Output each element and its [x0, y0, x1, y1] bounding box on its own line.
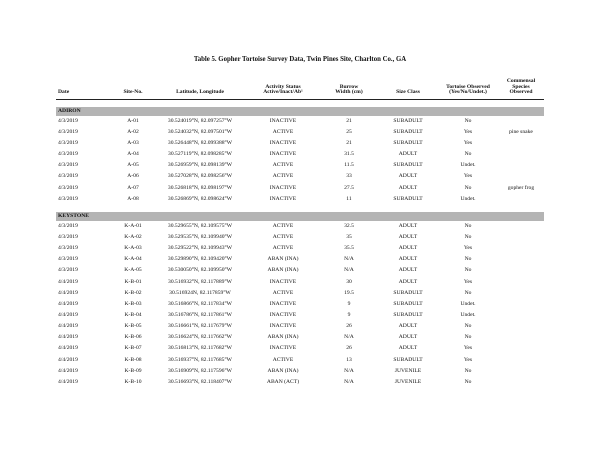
cell-burrow-width: 9	[347, 300, 351, 307]
cell-date: 4/3/2019	[58, 195, 78, 202]
cell-site-no: A-04	[127, 151, 139, 158]
cell-size-class: SUBADULT	[393, 312, 423, 319]
cell-site-no: K-B-10	[124, 378, 142, 385]
cell-date: 4/4/2019	[58, 289, 78, 296]
cell-burrow-width: 31.5	[344, 151, 354, 158]
cell-site-no: A-08	[127, 195, 139, 202]
cell-activity-status: ACTIVE	[272, 162, 294, 169]
cell-burrow-width: 35.5	[344, 245, 354, 252]
cell-size-class: SUBADULT	[393, 117, 423, 124]
cell-burrow-width: 11.5	[344, 162, 354, 169]
cell-date: 4/4/2019	[58, 323, 78, 330]
cell-date: 4/3/2019	[58, 140, 78, 147]
cell-burrow-width: 13	[346, 356, 352, 363]
cell-tortoise-observed: Yes	[463, 356, 473, 363]
column-header-commensal-species: Commensal Species Observed	[498, 68, 544, 100]
table-row	[56, 288, 544, 299]
cell-site-no: K-A-03	[124, 245, 142, 252]
cell-tortoise-observed: Undet.	[460, 312, 476, 319]
cell-lat-long: 30.516909°N, 82.117596°W	[168, 367, 232, 374]
spacer-cell	[56, 205, 544, 212]
cell-burrow-width: 21	[346, 140, 352, 147]
cell-lat-long: 30.516866°N, 82.117834°W	[168, 300, 232, 307]
cell-burrow-width: 26	[346, 323, 352, 330]
cell-burrow-width: 9	[347, 312, 351, 319]
cell-size-class: ADULT	[398, 278, 418, 285]
cell-tortoise-observed: No	[464, 267, 472, 274]
cell-activity-status: INACTIVE	[269, 312, 297, 319]
cell-lat-long: 30.529535°N, 82.109940°W	[167, 234, 233, 241]
cell-date: 4/4/2019	[58, 367, 78, 374]
table-row	[56, 255, 544, 266]
cell-site-no: K-B-03	[124, 300, 142, 307]
table-row	[56, 299, 544, 310]
table-row	[56, 243, 544, 254]
cell-tortoise-observed: Undet.	[460, 300, 476, 307]
cell-site-no: K-B-01	[124, 278, 142, 285]
cell-site-no: K-B-04	[124, 312, 142, 319]
table-row	[56, 194, 544, 205]
cell-tortoise-observed: No	[464, 184, 472, 191]
cell-size-class: SUBADULT	[393, 289, 423, 296]
cell-site-no: K-A-04	[124, 256, 142, 263]
cell-size-class: ADULT	[398, 323, 418, 330]
cell-burrow-width: 26	[346, 345, 352, 352]
cell-burrow-width: 35	[346, 234, 352, 241]
cell-commensal-species	[498, 310, 544, 321]
cell-activity-status: ABAN (INA)	[267, 256, 299, 263]
cell-lat-long: 30.527119°N, 82.098285°W	[168, 151, 232, 158]
cell-lat-long: 30.516693°N, 82.118407°W	[168, 378, 232, 385]
column-header-lat-long: Latitude, Longitude	[154, 68, 246, 100]
cell-burrow-width: 21	[346, 117, 352, 124]
cell-date: 4/3/2019	[58, 245, 78, 252]
cell-activity-status: ACTIVE	[272, 222, 294, 229]
cell-activity-status: ABAN (ACT)	[266, 378, 300, 385]
table-row	[56, 321, 544, 332]
cell-size-class: SUBADULT	[393, 128, 423, 135]
column-header-tortoise-observed: Tortoise Observed (Yes/No/Undet.)	[438, 68, 498, 100]
cell-size-class: ADULT	[398, 345, 418, 352]
cell-tortoise-observed: No	[464, 334, 472, 341]
cell-activity-status: INACTIVE	[269, 151, 297, 158]
table-row	[56, 366, 544, 377]
cell-date: 4/3/2019	[58, 184, 78, 191]
cell-site-no: K-B-07	[124, 345, 142, 352]
cell-burrow-width: 30	[346, 278, 352, 285]
cell-activity-status: INACTIVE	[269, 195, 297, 202]
cell-activity-status: ACTIVE	[272, 173, 294, 180]
cell-commensal-species	[498, 321, 544, 332]
cell-tortoise-observed: No	[464, 151, 472, 158]
cell-commensal-species	[498, 255, 544, 266]
table-row	[56, 127, 544, 138]
cell-tortoise-observed: Yes	[463, 128, 473, 135]
table-row	[56, 232, 544, 243]
cell-activity-status: ACTIVE	[272, 356, 294, 363]
table-row	[56, 310, 544, 321]
cell-tortoise-observed: No	[464, 367, 472, 374]
cell-burrow-width: 32.5	[344, 222, 354, 229]
cell-activity-status: ACTIVE	[272, 245, 294, 252]
cell-size-class: SUBADULT	[393, 140, 423, 147]
table-row	[56, 172, 544, 183]
cell-date: 4/4/2019	[58, 334, 78, 341]
cell-activity-status: ACTIVE	[272, 234, 294, 241]
cell-activity-status: INACTIVE	[269, 323, 297, 330]
cell-date: 4/3/2019	[58, 128, 78, 135]
table-title: Table 5. Gopher Tortoise Survey Data, Twin Pines Site, Charlton Co., GA	[193, 56, 407, 63]
cell-size-class: JUVENILE	[394, 367, 422, 374]
cell-commensal-species	[498, 266, 544, 277]
cell-size-class: ADULT	[398, 222, 418, 229]
cell-size-class: SUBADULT	[393, 356, 423, 363]
spacer-cell	[56, 100, 544, 108]
cell-lat-long: 30.529522°N, 82.109943°W	[167, 245, 233, 252]
column-header-date: Date	[56, 68, 112, 100]
cell-date: 4/3/2019	[58, 222, 78, 229]
cell-site-no: A-01	[127, 117, 139, 124]
cell-date: 4/3/2019	[58, 162, 78, 169]
cell-commensal-species: pine snake	[509, 128, 533, 135]
cell-burrow-width: 25	[346, 128, 352, 135]
cell-date: 4/4/2019	[58, 300, 78, 307]
cell-size-class: JUVENILE	[394, 378, 422, 385]
table-row	[56, 116, 544, 127]
cell-size-class: ADULT	[398, 267, 418, 274]
cell-commensal-species	[498, 194, 544, 205]
group-header-row	[56, 107, 544, 116]
cell-site-no: A-02	[127, 128, 139, 135]
table-row	[56, 149, 544, 160]
cell-lat-long: 30.516937°N, 82.117685°W	[168, 356, 232, 363]
table-row	[56, 333, 544, 344]
cell-size-class: ADULT	[398, 334, 418, 341]
cell-size-class: ADULT	[398, 151, 418, 158]
cell-commensal-species	[498, 377, 544, 388]
cell-size-class: ADULT	[398, 256, 418, 263]
cell-lat-long: 30.526448°N, 82.099388°W	[167, 140, 233, 147]
cell-activity-status: ACTIVE	[272, 289, 294, 296]
cell-tortoise-observed: Yes	[463, 245, 473, 252]
cell-site-no: A-03	[127, 140, 139, 147]
cell-tortoise-observed: No	[464, 323, 472, 330]
cell-lat-long: 30.516661°N, 82.117679°W	[168, 323, 232, 330]
cell-size-class: SUBADULT	[393, 300, 423, 307]
cell-site-no: K-A-02	[124, 234, 142, 241]
group-name: KEYSTONE	[56, 212, 544, 221]
cell-lat-long: 30.526818°N, 82.098197°W	[167, 184, 233, 191]
cell-commensal-species	[498, 172, 544, 183]
cell-date: 4/4/2019	[58, 312, 78, 319]
cell-lat-long: 30.524032°N, 82.097501°W	[167, 128, 233, 135]
cell-site-no: K-B-05	[124, 323, 142, 330]
cell-commensal-species	[498, 161, 544, 172]
cell-site-no: K-B-09	[124, 367, 142, 374]
cell-site-no: A-06	[127, 173, 139, 180]
header-row	[56, 68, 544, 100]
cell-burrow-width: 27.5	[344, 184, 354, 191]
cell-tortoise-observed: No	[464, 117, 472, 124]
cell-lat-long: 30.529655°N, 82.109575°W	[167, 222, 233, 229]
cell-site-no: A-07	[127, 184, 139, 191]
table-row	[56, 183, 544, 194]
cell-tortoise-observed: Yes	[463, 278, 473, 285]
cell-commensal-species	[498, 232, 544, 243]
cell-size-class: ADULT	[398, 173, 418, 180]
cell-commensal-species	[498, 116, 544, 127]
cell-activity-status: INACTIVE	[269, 117, 297, 124]
cell-burrow-width: N/A	[344, 334, 354, 341]
cell-lat-long: 30.529890°N, 82.109420°W	[167, 256, 233, 263]
cell-date: 4/3/2019	[58, 267, 78, 274]
cell-lat-long: 30.530050°N, 82.109950°W	[167, 267, 233, 274]
cell-tortoise-observed: No	[464, 256, 472, 263]
cell-lat-long: 30.526959°N, 82.098139°W	[167, 162, 233, 169]
cell-date: 4/4/2019	[58, 345, 78, 352]
cell-commensal-species	[498, 333, 544, 344]
cell-commensal-species: gopher frog	[507, 184, 535, 191]
table-row	[56, 266, 544, 277]
cell-lat-long: 30.527028°N, 82.098256°W	[167, 173, 233, 180]
cell-burrow-width: N/A	[344, 378, 354, 385]
cell-activity-status: INACTIVE	[269, 278, 297, 285]
column-header-size-class: Size Class	[378, 68, 438, 100]
cell-size-class: ADULT	[398, 184, 418, 191]
group-spacer	[56, 205, 544, 212]
cell-commensal-species	[498, 138, 544, 149]
cell-commensal-species	[498, 149, 544, 160]
cell-lat-long: 30.516813°N, 82.117682°W	[168, 345, 232, 352]
column-header-burrow-width: Burrow Width (cm)	[320, 68, 378, 100]
cell-size-class: ADULT	[398, 245, 418, 252]
cell-date: 4/4/2019	[58, 278, 78, 285]
cell-burrow-width: 11	[346, 195, 352, 202]
cell-tortoise-observed: Yes	[463, 140, 473, 147]
cell-burrow-width: 33	[346, 173, 352, 180]
column-header-activity-status: Activity Status Active/Inact/Ab¹	[246, 68, 320, 100]
survey-table	[56, 68, 544, 388]
group-header-row	[56, 212, 544, 221]
table-row	[56, 161, 544, 172]
cell-commensal-species	[498, 366, 544, 377]
cell-commensal-species	[498, 355, 544, 366]
cell-activity-status: ACTIVE	[272, 128, 294, 135]
cell-activity-status: INACTIVE	[269, 140, 297, 147]
cell-burrow-width: 19.5	[344, 289, 354, 296]
cell-activity-status: INACTIVE	[269, 184, 297, 191]
cell-commensal-species	[498, 221, 544, 232]
group-spacer	[56, 100, 544, 108]
cell-tortoise-observed: No	[464, 289, 472, 296]
cell-commensal-species	[498, 344, 544, 355]
table-row	[56, 138, 544, 149]
cell-date: 4/4/2019	[58, 378, 78, 385]
cell-site-no: K-B-06	[124, 334, 142, 341]
cell-commensal-species	[498, 288, 544, 299]
cell-lat-long: 30.526869°N, 82.098624°W	[167, 195, 233, 202]
cell-site-no: K-B-08	[124, 356, 142, 363]
cell-site-no: K-B-02	[124, 289, 142, 296]
cell-date: 4/4/2019	[58, 356, 78, 363]
cell-date: 4/3/2019	[58, 256, 78, 263]
cell-site-no: K-A-01	[124, 222, 142, 229]
cell-tortoise-observed: Yes	[463, 345, 473, 352]
table-row	[56, 377, 544, 388]
cell-date: 4/3/2019	[58, 173, 78, 180]
cell-burrow-width: N/A	[344, 256, 354, 263]
cell-commensal-species	[498, 277, 544, 288]
cell-date: 4/3/2019	[58, 151, 78, 158]
table-row	[56, 355, 544, 366]
cell-site-no: K-A-05	[124, 267, 142, 274]
cell-activity-status: INACTIVE	[269, 345, 297, 352]
table-row	[56, 277, 544, 288]
cell-date: 4/3/2019	[58, 117, 78, 124]
cell-tortoise-observed: Undet.	[460, 162, 476, 169]
cell-commensal-species	[498, 299, 544, 310]
cell-date: 4/3/2019	[58, 234, 78, 241]
cell-site-no: A-05	[127, 162, 139, 169]
cell-tortoise-observed: Undet.	[460, 195, 476, 202]
cell-tortoise-observed: No	[464, 378, 472, 385]
cell-lat-long: 30.516624°N, 82.117662°W	[168, 334, 232, 341]
cell-tortoise-observed: No	[464, 234, 472, 241]
cell-size-class: SUBADULT	[393, 162, 423, 169]
cell-size-class: SUBADULT	[393, 195, 423, 202]
cell-burrow-width: N/A	[344, 267, 354, 274]
cell-lat-long: 30.516932°N, 82.117889°W	[168, 278, 232, 285]
table-row	[56, 344, 544, 355]
cell-lat-long: 30.516924N, 82.117859°W	[169, 289, 231, 296]
cell-tortoise-observed: Yes	[463, 173, 473, 180]
group-name: ADIRON	[56, 107, 544, 116]
cell-lat-long: 30.524019°N, 82.097257°W	[167, 117, 233, 124]
cell-burrow-width: N/A	[344, 367, 354, 374]
cell-tortoise-observed: No	[464, 222, 472, 229]
column-header-site-no: Site-No.	[112, 68, 154, 100]
cell-size-class: ADULT	[398, 234, 418, 241]
table-row	[56, 221, 544, 232]
cell-activity-status: INACTIVE	[269, 300, 297, 307]
cell-activity-status: ABAN (INA)	[267, 367, 299, 374]
cell-commensal-species	[498, 243, 544, 254]
cell-activity-status: ABAN (INA)	[267, 334, 299, 341]
cell-lat-long: 30.516786°N, 82.117861°W	[168, 312, 232, 319]
cell-activity-status: ABAN (INA)	[267, 267, 299, 274]
